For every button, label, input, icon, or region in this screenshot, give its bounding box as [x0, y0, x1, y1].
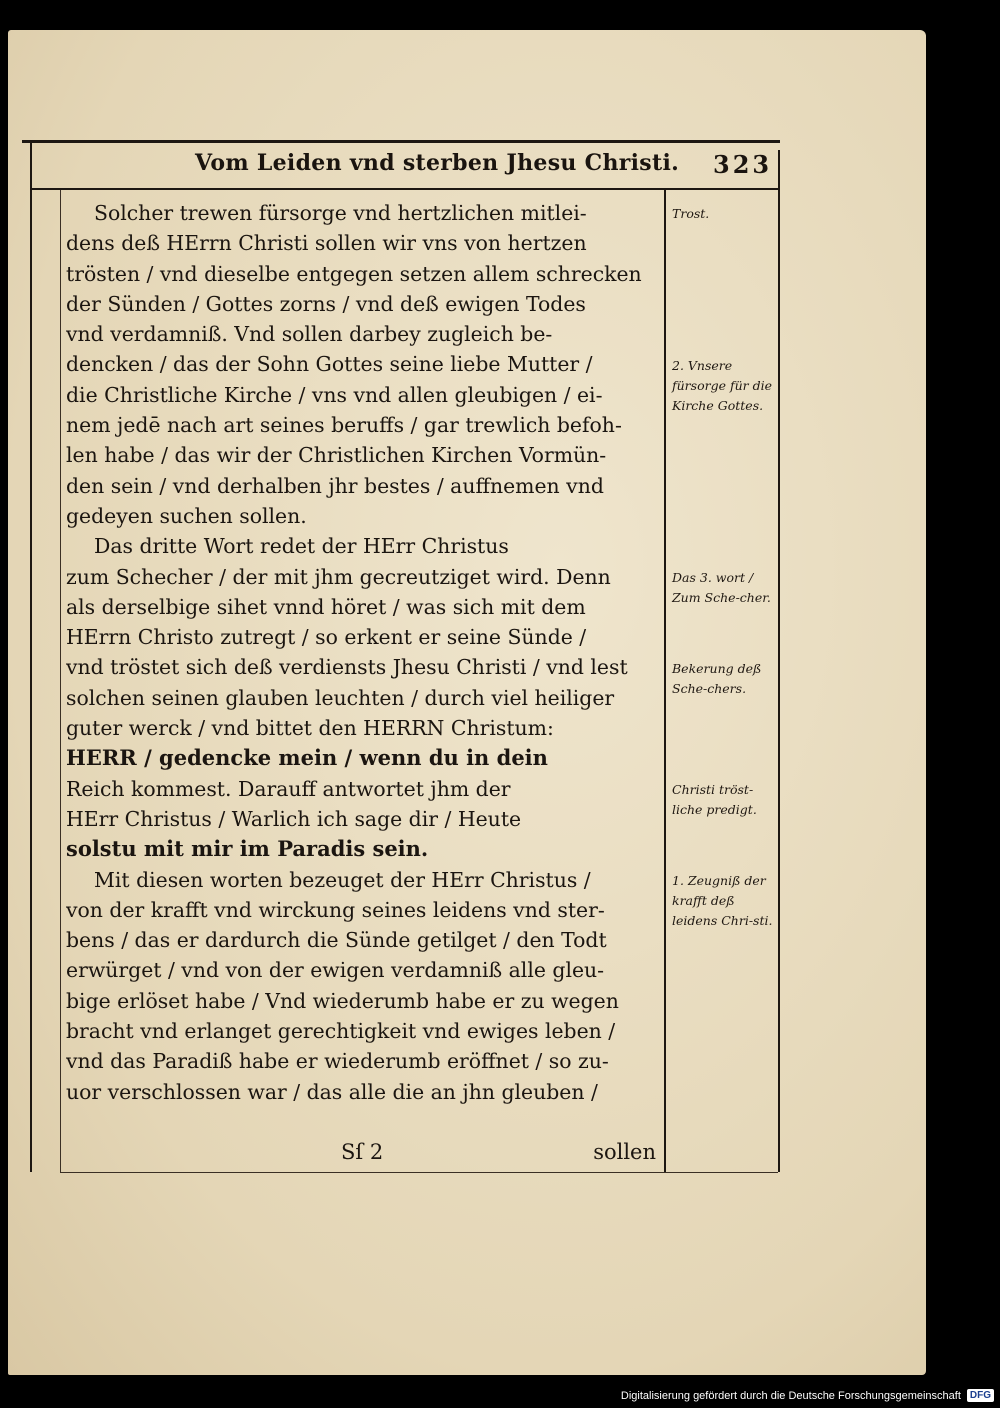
page-footer [66, 1140, 656, 1170]
running-head: Vom Leiden vnd sterben Jhesu Christi. [195, 150, 680, 176]
text-line: HERR / gedencke mein / wenn du in dein [66, 745, 548, 771]
marginal-note: Trost. [672, 206, 710, 221]
marginal-note: Christi tröst-liche predigt. [672, 781, 757, 817]
header-rule [30, 188, 778, 190]
text-line: gedeyen suchen sollen. [66, 503, 307, 528]
text-line: nem jedē nach art seines beruffs / gar trewlich befoh- [66, 413, 622, 438]
text-line: bens / das er dardurch die Sünde getilget / den Todt [66, 928, 607, 953]
text-line: HErrn Christo zutregt / so erkent er seine Sünde / [66, 625, 587, 650]
text-line: vnd das Paradiß habe er wiederumb eröffnet / so zu- [66, 1049, 609, 1074]
text-line: Das dritte Wort redet der HErr Christus [94, 534, 509, 559]
frame-right-rule [778, 150, 780, 1172]
text-line: HErr Christus / Warlich ich sage dir / Heute [66, 806, 522, 831]
text-line: den sein / vnd derhalben jhr bestes / auffnemen vnd [66, 473, 604, 498]
marginal-note: Das 3. wort / Zum Sche-cher. [672, 569, 771, 605]
marginal-note: Bekerung deß Sche-chers. [672, 660, 762, 696]
text-line: die Christliche Kirche / vns vnd allen gleubigen / ei- [66, 382, 603, 407]
main-text-block [66, 198, 656, 1107]
credit-text: Digitalisierung gefördert durch die Deutsche Forschungsgemeinschaft [620, 1389, 961, 1402]
text-line: bracht vnd erlanget gerechtigkeit vnd ewiges leben / [66, 1019, 616, 1044]
frame-bottom-rule [60, 1172, 778, 1173]
text-line: guter werck / vnd bittet den HERRN Christum: [66, 716, 554, 741]
text-line: solchen seinen glauben leuchten / durch viel heiliger [66, 685, 615, 710]
text-line: Solcher trewen fürsorge vnd hertzlichen mitlei- [94, 201, 587, 225]
page-number: 323 [713, 150, 773, 179]
marginal-note: 1. Zeugniß der krafft deß leidens Chri-sti. [672, 872, 773, 928]
catchword: sollen [593, 1140, 656, 1164]
text-line: erwürget / vnd von der ewigen verdamniß alle gleu- [66, 958, 605, 983]
text-line: zum Schecher / der mit jhm gecreutziget wird. Denn [66, 564, 611, 589]
signature-mark: Sſ 2 [341, 1140, 384, 1164]
text-line: vnd verdamniß. Vnd sollen darbey zugleich be- [66, 322, 553, 347]
text-line: uor verschlossen war / das alle die an jhn gleuben / [66, 1079, 598, 1104]
text-line: Reich kommest. Darauff antwortet jhm der [66, 776, 511, 801]
text-line: solstu mit mir im Paradis sein. [66, 836, 429, 862]
frame-left-rule [30, 140, 32, 1172]
text-line: vnd tröstet sich deß verdiensts Jhesu Christi / vnd lest [66, 655, 628, 680]
text-line: len habe / das wir der Christlichen Kirchen Vormün- [66, 443, 607, 468]
frame-margin-column-rule [664, 190, 666, 1172]
text-line: trösten / vnd dieselbe entgegen setzen allem schrecken [66, 261, 642, 286]
text-line: der Sünden / Gottes zorns / vnd deß ewigen Todes [66, 291, 586, 316]
text-line: als derselbige sihet vnnd höret / was sich mit dem [66, 594, 586, 619]
text-line: Mit diesen worten bezeuget der HErr Christus / [94, 867, 591, 892]
marginal-note: 2. Vnsere fürsorge für die Kirche Gottes. [672, 357, 772, 413]
text-line: dencken / das der Sohn Gottes seine liebe Mutter / [66, 352, 593, 377]
text-line: bige erlöset habe / Vnd wiederumb habe er zu wegen [66, 988, 619, 1013]
digitization-credit [621, 1389, 994, 1402]
dfg-logo: DFG [967, 1389, 994, 1402]
text-line: dens deß HErrn Christi sollen wir vns von hertzen [66, 231, 587, 256]
frame-inner-rule [60, 190, 61, 1172]
frame-top-rule [22, 140, 780, 143]
text-line: von der krafft vnd wirckung seines leidens vnd ster- [66, 897, 605, 922]
